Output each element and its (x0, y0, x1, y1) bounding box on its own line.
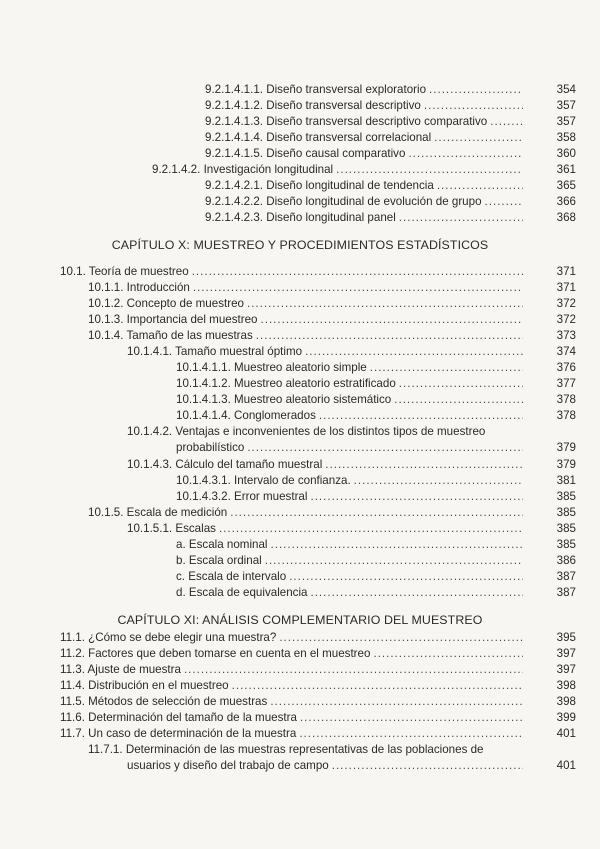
toc-entry-label: 10.1.4.1.2. Muestreo aleatorio estratificado (176, 377, 396, 390)
toc-entry (60, 726, 576, 742)
toc-entry-page: 379 (556, 441, 576, 454)
toc-entry-label: 10.1.4.2. Ventajas e inconvenientes de los distintos tipos de muestreo (127, 425, 486, 438)
leader-dots (305, 344, 523, 360)
toc-entry-label: 10.1.4.3. Cálculo del tamaño muestral (127, 458, 323, 471)
toc-entry (205, 210, 576, 226)
toc-entry-page: 385 (556, 506, 576, 519)
toc-entry (176, 392, 576, 408)
leader-dots (373, 646, 523, 662)
leader-dots (219, 521, 523, 537)
toc-entry-page: 366 (556, 195, 576, 208)
toc-entry (88, 312, 576, 328)
toc-entry-page: 385 (556, 538, 576, 551)
toc-entry-label: 11.5. Métodos de selección de muestras (60, 695, 268, 708)
toc-entry-page: 385 (556, 522, 576, 535)
toc-entry-page: 398 (556, 695, 576, 708)
toc-entry-page: 372 (556, 297, 576, 310)
toc-entry-page: 361 (556, 163, 576, 176)
leader-dots (247, 296, 523, 312)
toc-entry-page: 397 (556, 663, 576, 676)
toc-entry (88, 296, 576, 312)
toc-entry (176, 489, 576, 505)
toc-entry (88, 280, 576, 296)
toc-entry (127, 424, 526, 440)
toc-entry-label: 11.2. Factores que deben tomarse en cuenta en el muestreo (60, 647, 371, 660)
toc-entry (60, 678, 576, 694)
leader-dots (354, 473, 523, 489)
leader-dots (299, 726, 523, 742)
leader-dots (424, 98, 523, 114)
toc-entry-page: 374 (556, 345, 576, 358)
toc-entry (127, 457, 576, 473)
toc-entry (176, 553, 576, 569)
toc-entry-label: 11.4. Distribución en el muestreo (60, 679, 229, 692)
toc-entry-label: 11.6. Determinación del tamaño de la muestra (60, 711, 297, 724)
leader-dots (232, 678, 523, 694)
toc-entry-page: 381 (556, 474, 576, 487)
leader-dots (300, 710, 523, 726)
toc-entry (176, 473, 576, 489)
toc-entry-label: 10.1.4.1.1. Muestreo aleatorio simple (176, 361, 367, 374)
toc-entry-page: 385 (556, 490, 576, 503)
leader-dots (261, 312, 524, 328)
leader-dots (399, 210, 523, 226)
toc-entry-label: c. Escala de intervalo (176, 570, 287, 583)
leader-dots (332, 758, 523, 774)
toc-entry-page: 398 (556, 679, 576, 692)
toc-entry-label: 10.1.4. Tamaño de las muestras (88, 329, 253, 342)
toc-entry-continuation (127, 758, 576, 774)
leader-dots (193, 280, 523, 296)
toc-entry-page: 365 (556, 179, 576, 192)
toc-entry (60, 710, 576, 726)
toc-entry-label: 10.1.5. Escala de medición (88, 506, 228, 519)
toc-entry (88, 505, 576, 521)
toc-entry-page: 354 (556, 83, 576, 96)
toc-entry (60, 662, 576, 678)
toc-entry (176, 569, 576, 585)
toc-entry (176, 408, 576, 424)
toc-entry-label: 10.1.4.3.2. Error muestral (176, 490, 308, 503)
toc-entry-label: a. Escala nominal (176, 538, 268, 551)
toc-entry-label: usuarios y diseño del trabajo de campo (127, 759, 329, 772)
toc-entry (205, 178, 576, 194)
toc-entry-page: 395 (556, 631, 576, 644)
toc-entry-label: 11.7. Un caso de determinación de la muestra (60, 727, 297, 740)
toc-entry-page: 387 (556, 570, 576, 583)
toc-entry-label: probabilístico (176, 441, 245, 454)
leader-dots (394, 392, 523, 408)
toc-entry-page: 376 (556, 361, 576, 374)
toc-entry-page: 357 (556, 115, 576, 128)
toc-entry (176, 585, 576, 601)
toc-entry-page: 378 (556, 409, 576, 422)
toc-entry (60, 694, 576, 710)
leader-dots (247, 440, 523, 456)
toc-entry (176, 537, 576, 553)
leader-dots (370, 360, 523, 376)
toc-entry (205, 98, 576, 114)
toc-entry-page: 386 (556, 554, 576, 567)
toc-entry (205, 82, 576, 98)
toc-entry (88, 742, 526, 758)
toc-entry-label: 10.1.4.1. Tamaño muestral óptimo (127, 345, 303, 358)
chapter-heading: CAPÍTULO X: MUESTREO Y PROCEDIMIENTOS ESTADÍSTICOS (111, 238, 489, 252)
toc-entry-label: 9.2.1.4.1.1. Diseño transversal exploratorio (205, 83, 427, 96)
chapter-heading: CAPÍTULO XI: ANÁLISIS COMPLEMENTARIO DEL MUESTREO (117, 613, 483, 627)
toc-entry-page: 371 (556, 265, 576, 278)
leader-dots (310, 585, 523, 601)
toc-entry-label: 9.2.1.4.1.5. Diseño causal comparativo (205, 147, 406, 160)
toc-entry-label: 10.1.2. Concepto de muestreo (88, 297, 244, 310)
toc-entry-page: 371 (556, 281, 576, 294)
toc-entry-label: 10.1.1. Introducción (88, 281, 190, 294)
toc-entry (127, 521, 576, 537)
leader-dots (408, 146, 523, 162)
toc-entry-page: 387 (556, 586, 576, 599)
toc-entry-page: 357 (556, 99, 576, 112)
toc-entry-continuation (176, 440, 576, 456)
toc-entry-label: 10.1. Teoría de muestreo (60, 265, 189, 278)
toc-entry (205, 130, 576, 146)
toc-entry-page: 368 (556, 211, 576, 224)
toc-entry (60, 630, 576, 646)
toc-entry-label: 10.1.4.1.3. Muestreo aleatorio sistemático (176, 393, 392, 406)
leader-dots (310, 489, 523, 505)
leader-dots (485, 194, 523, 210)
toc-entry-label: 11.3. Ajuste de muestra (60, 663, 181, 676)
leader-dots (265, 553, 523, 569)
toc-entry-label: b. Escala ordinal (176, 554, 262, 567)
toc-entry-label: 9.2.1.4.1.2. Diseño transversal descriptivo (205, 99, 421, 112)
toc-entry (205, 114, 576, 130)
toc-entry (205, 194, 576, 210)
toc-entry-page: 377 (556, 377, 576, 390)
leader-dots (184, 662, 523, 678)
toc-entry-label: 9.2.1.4.1.4. Diseño transversal correlacional (205, 131, 432, 144)
leader-dots (319, 408, 523, 424)
toc-entry-label: 11.1. ¿Cómo se debe elegir una muestra? (60, 631, 277, 644)
toc-entry-label: 10.1.5.1. Escalas (127, 522, 216, 535)
leader-dots (279, 630, 523, 646)
toc-entry-label: 10.1.4.1.4. Conglomerados (176, 409, 316, 422)
toc-entry (205, 146, 576, 162)
toc-entry-page: 401 (556, 727, 576, 740)
toc-entry-label: 11.7.1. Determinación de las muestras representativas de las poblaciones de (88, 743, 484, 756)
toc-entry-label: d. Escala de equivalencia (176, 586, 308, 599)
toc-entry-page: 372 (556, 313, 576, 326)
leader-dots (192, 264, 523, 280)
toc-entry-label: 9.2.1.4.2.1. Diseño longitudinal de tendencia (205, 179, 434, 192)
toc-entry-page: 360 (556, 147, 576, 160)
leader-dots (336, 162, 523, 178)
toc-entry-label: 9.2.1.4.2.3. Diseño longitudinal panel (205, 211, 396, 224)
leader-dots (270, 694, 523, 710)
leader-dots (399, 376, 523, 392)
leader-dots (271, 537, 523, 553)
toc-entry-label: 9.2.1.4.1.3. Diseño transversal descriptivo comparativo (205, 115, 488, 128)
toc-entry-page: 373 (556, 329, 576, 342)
toc-entry-page: 401 (556, 759, 576, 772)
toc-entry-label: 9.2.1.4.2. Investigación longitudinal (152, 163, 334, 176)
leader-dots (256, 328, 523, 344)
leader-dots (437, 178, 523, 194)
leader-dots (434, 130, 523, 146)
leader-dots (230, 505, 523, 521)
leader-dots (490, 114, 523, 130)
toc-entry (127, 344, 576, 360)
toc-entry-page: 399 (556, 711, 576, 724)
toc-entry (60, 264, 576, 280)
toc-entry-label: 10.1.4.3.1. Intervalo de confianza. (176, 474, 351, 487)
toc-entry (152, 162, 576, 178)
leader-dots (429, 82, 523, 98)
toc-entry-page: 379 (556, 458, 576, 471)
toc-entry-label: 9.2.1.4.2.2. Diseño longitudinal de evolución de grupo (205, 195, 482, 208)
toc-entry-page: 358 (556, 131, 576, 144)
toc-entry-page: 397 (556, 647, 576, 660)
leader-dots (325, 457, 523, 473)
toc-entry (88, 328, 576, 344)
toc-entry (176, 360, 576, 376)
leader-dots (289, 569, 523, 585)
toc-entry (176, 376, 576, 392)
toc-entry (60, 646, 576, 662)
toc-entry-label: 10.1.3. Importancia del muestreo (88, 313, 258, 326)
toc-entry-page: 378 (556, 393, 576, 406)
